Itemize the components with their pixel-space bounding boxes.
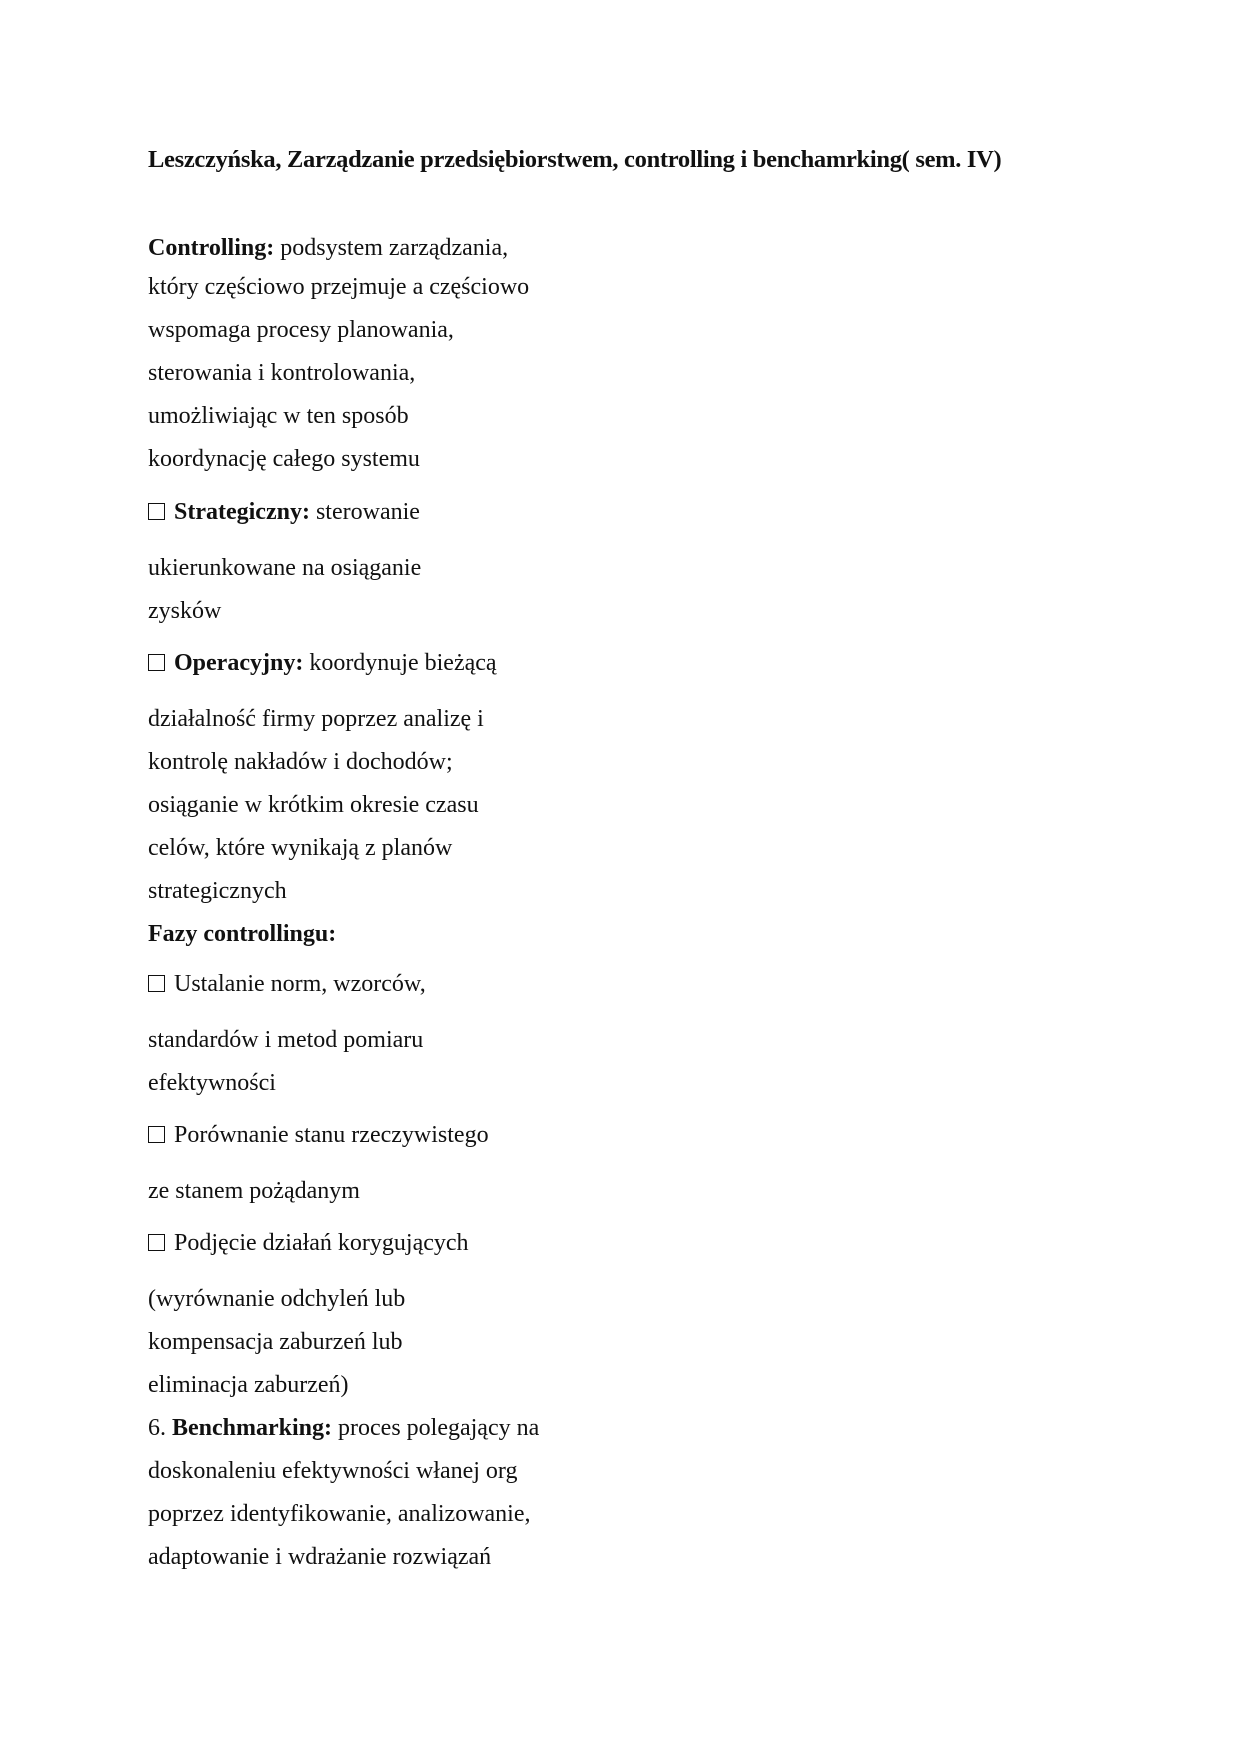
- fazy-heading: Fazy controllingu:: [148, 921, 337, 947]
- fazy-item-2-line: ze stanem pożądanym: [148, 1178, 360, 1204]
- text: proces polegający na: [338, 1415, 540, 1441]
- fazy-item-1-line: standardów i metod pomiaru: [148, 1027, 424, 1053]
- operacyjny-line: osiąganie w krótkim okresie czasu: [148, 792, 479, 818]
- checkbox-square-icon: [148, 975, 165, 992]
- fazy-item-3-line: kompensacja zaburzeń lub: [148, 1329, 403, 1355]
- fazy-item-2: [148, 1121, 489, 1149]
- benchmarking-line: poprzez identyfikowanie, analizowanie,: [148, 1501, 531, 1527]
- controlling-line: wspomaga procesy planowania,: [148, 317, 454, 343]
- benchmarking-line: adaptowanie i wdrażanie rozwiązań: [148, 1544, 492, 1570]
- controlling-definition-line: [148, 234, 508, 262]
- fazy-item-3-line: (wyrównanie odchyleń lub: [148, 1286, 406, 1312]
- controlling-line: umożliwiając w ten sposób: [148, 403, 409, 429]
- term-strategiczny: Strategiczny:: [174, 499, 310, 525]
- text: Ustalanie norm, wzorców,: [174, 971, 426, 997]
- checkbox-square-icon: [148, 1234, 165, 1251]
- operacyjny-line: działalność firmy poprzez analizę i: [148, 706, 484, 732]
- text: Porównanie stanu rzeczywistego: [174, 1122, 489, 1148]
- benchmarking-line: doskonaleniu efektywności włanej org: [148, 1458, 518, 1484]
- strategiczny-bullet: [148, 498, 420, 526]
- operacyjny-bullet: [148, 649, 497, 677]
- fazy-item-1-line: efektywności: [148, 1070, 276, 1096]
- controlling-line: który częściowo przejmuje a częściowo: [148, 274, 530, 300]
- document-title: Leszczyńska, Zarządzanie przedsiębiorstwem, controlling i benchamrking( sem. IV): [148, 146, 1002, 173]
- text: podsystem zarządzania,: [280, 235, 509, 261]
- checkbox-square-icon: [148, 1126, 165, 1143]
- controlling-line: sterowania i kontrolowania,: [148, 360, 416, 386]
- operacyjny-line: strategicznych: [148, 878, 287, 904]
- fazy-item-1: [148, 970, 426, 998]
- text: sterowanie: [315, 499, 420, 525]
- checkbox-square-icon: [148, 503, 165, 520]
- operacyjny-line: celów, które wynikają z planów: [148, 835, 453, 861]
- term-benchmarking: Benchmarking:: [172, 1415, 333, 1441]
- section-number: 6.: [148, 1415, 166, 1441]
- strategiczny-line: zysków: [148, 598, 222, 624]
- checkbox-square-icon: [148, 654, 165, 671]
- text: Podjęcie działań korygujących: [174, 1230, 469, 1256]
- fazy-item-3-line: eliminacja zaburzeń): [148, 1372, 349, 1398]
- text: koordynuje bieżącą: [309, 650, 497, 676]
- controlling-line: koordynację całego systemu: [148, 446, 420, 472]
- strategiczny-line: ukierunkowane na osiąganie: [148, 555, 422, 581]
- term-controlling: Controlling:: [148, 235, 275, 261]
- operacyjny-line: kontrolę nakładów i dochodów;: [148, 749, 453, 775]
- term-operacyjny: Operacyjny:: [174, 650, 304, 676]
- benchmarking-definition-line: [148, 1414, 539, 1442]
- fazy-item-3: [148, 1229, 469, 1257]
